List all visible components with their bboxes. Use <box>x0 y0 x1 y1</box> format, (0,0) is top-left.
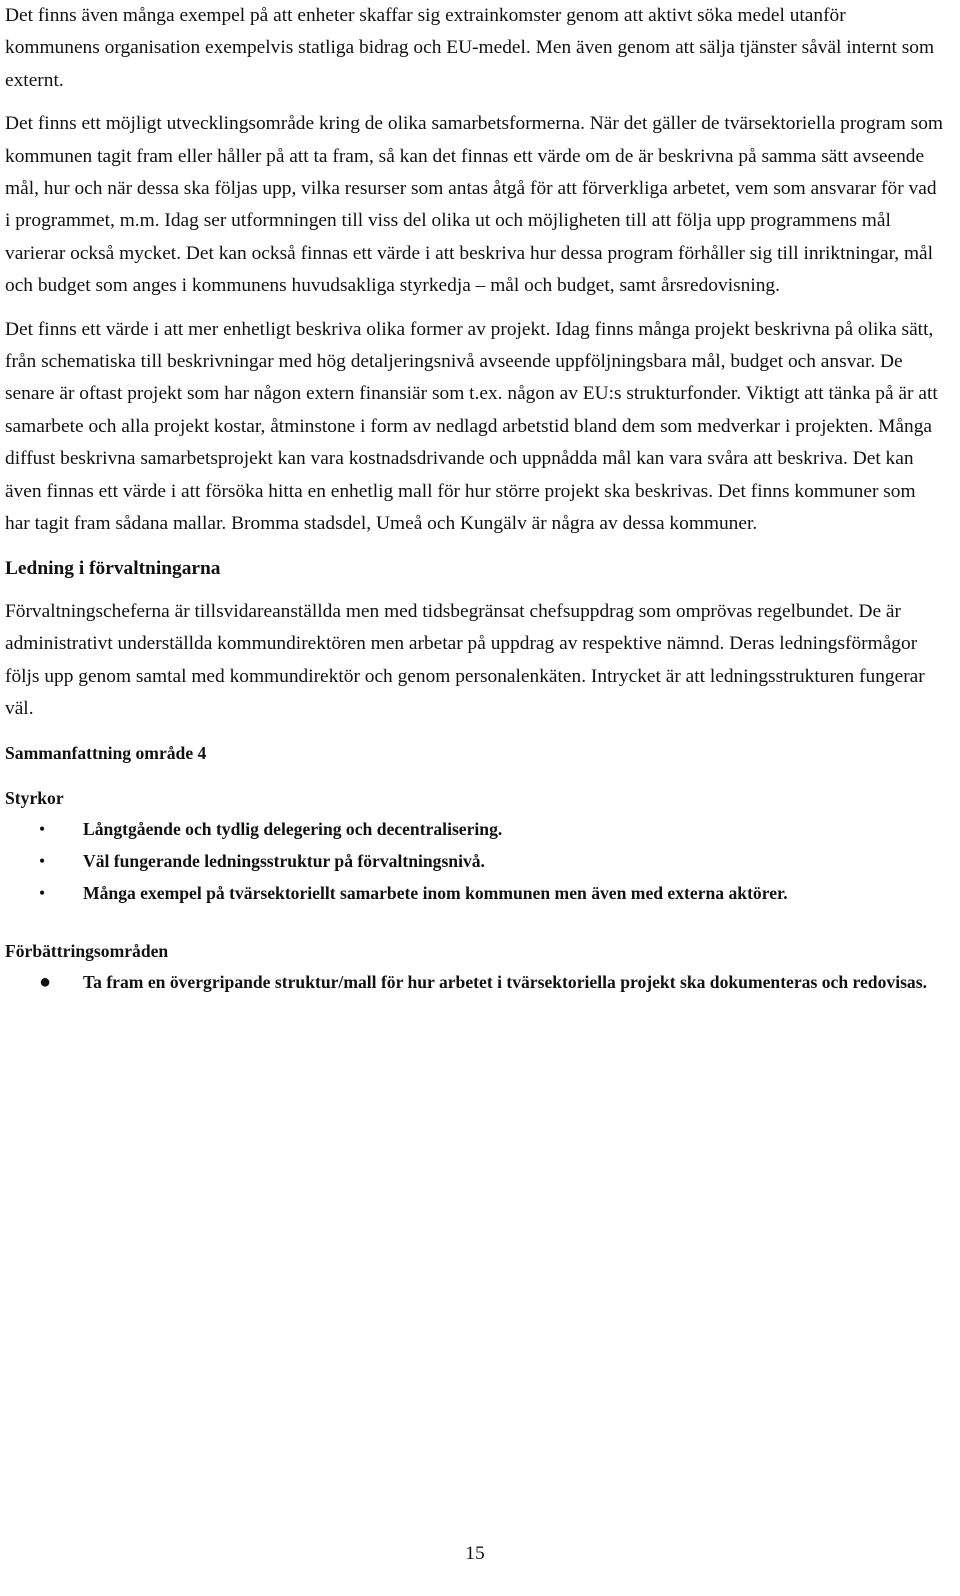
bullet-icon: • <box>39 883 46 904</box>
strength-text: Många exempel på tvärsektoriellt samarbete inom kommunen men även med externa aktörer. <box>83 883 788 904</box>
section-heading-ledning: Ledning i förvaltningarna <box>5 557 221 579</box>
list-item <box>5 966 945 998</box>
strength-text: Väl fungerande ledningsstruktur på förvaltningsnivå. <box>83 850 485 871</box>
bullet-icon: • <box>39 850 46 871</box>
ledning-paragraph: Förvaltningscheferna är tillsvidareanställda men med tidsbegränsat chefsuppdrag som omprövas regelbundet. De är administrativt underställda kommundirektören men arbetar på uppdrag av respektive nämnd. Deras ledningsförmågor följs upp genom samtal med kommundirektör och genom personalenkäten. Intrycket är att ledningsstrukturen fungerar väl. <box>5 600 925 720</box>
bullet-icon: • <box>39 818 46 839</box>
page-number: 15 <box>465 1543 485 1564</box>
strengths-list <box>5 813 945 910</box>
collaboration-paragraph: Det finns ett möjligt utvecklingsområde kring de olika samarbetsformerna. När det gäller de tvärsektoriella program som kommunen tagit fram eller håller på att ta fram, så kan det finnas ett värde om de är beskrivna på samma sätt avseende mål, hur och när dessa ska följas upp, vilka resurser som antas åtgå för att förverkliga arbetet, vem som ansvarar för vad i programmet, m.m. Idag ser utformningen till viss del olika ut och möjligheten till att följa upp programmens mål varierar också mycket. Det kan också finnas ett värde i att beskriva hur dessa program förhåller sig till inriktningar, mål och budget som anges i kommunens huvudsakliga styrkedja – mål och budget, samt årsredovisning. <box>5 113 944 297</box>
projects-paragraph: Det finns ett värde i att mer enhetligt beskriva olika former av projekt. Idag finns många projekt beskrivna på olika sätt, från schematiska till beskrivningar med hög detaljeringsnivå avseende uppföljningsbara mål, budget och ansvar. De senare är oftast projekt som har någon extern finansiär som t.ex. någon av EU:s strukturfonder. Viktigt att tänka på är att samarbete och alla projekt kostar, åtminstone i form av nedlagd arbetstid bland dem som medverkar i projekten. Många diffust beskrivna samarbetsprojekt kan vara kostnadsdrivande och uppnådda mål kan vara svåra att beskriva. Det kan även finnas ett värde i att försöka hitta en enhetlig mall för hur större projekt ska beskrivas. Det finns kommuner som har tagit fram sådana mallar. Bromma stadsdel, Umeå och Kungälv är några av dessa kommuner. <box>5 318 938 535</box>
bullet-icon: ● <box>39 970 52 993</box>
page-content <box>5 0 945 998</box>
summary-heading: Sammanfattning område 4 <box>5 742 207 763</box>
intro-paragraph: Det finns även många exempel på att enheter skaffar sig extrainkomster genom att aktivt söka medel utanför kommunens organisation exempelvis statliga bidrag och EU-medel. Men även genom att sälja tjänster såväl internt som externt. <box>5 5 935 91</box>
list-item <box>5 813 945 845</box>
improvements-list <box>5 966 945 998</box>
list-item <box>5 845 945 877</box>
improvements-heading: Förbättringsområden <box>5 940 169 961</box>
improvement-text: Ta fram en övergripande struktur/mall för hur arbetet i tvärsektoriella projekt ska dokumenteras och redovisas. <box>83 971 927 992</box>
list-item <box>5 877 945 909</box>
strengths-heading: Styrkor <box>5 787 64 808</box>
strength-text: Långtgående och tydlig delegering och decentralisering. <box>83 818 503 839</box>
